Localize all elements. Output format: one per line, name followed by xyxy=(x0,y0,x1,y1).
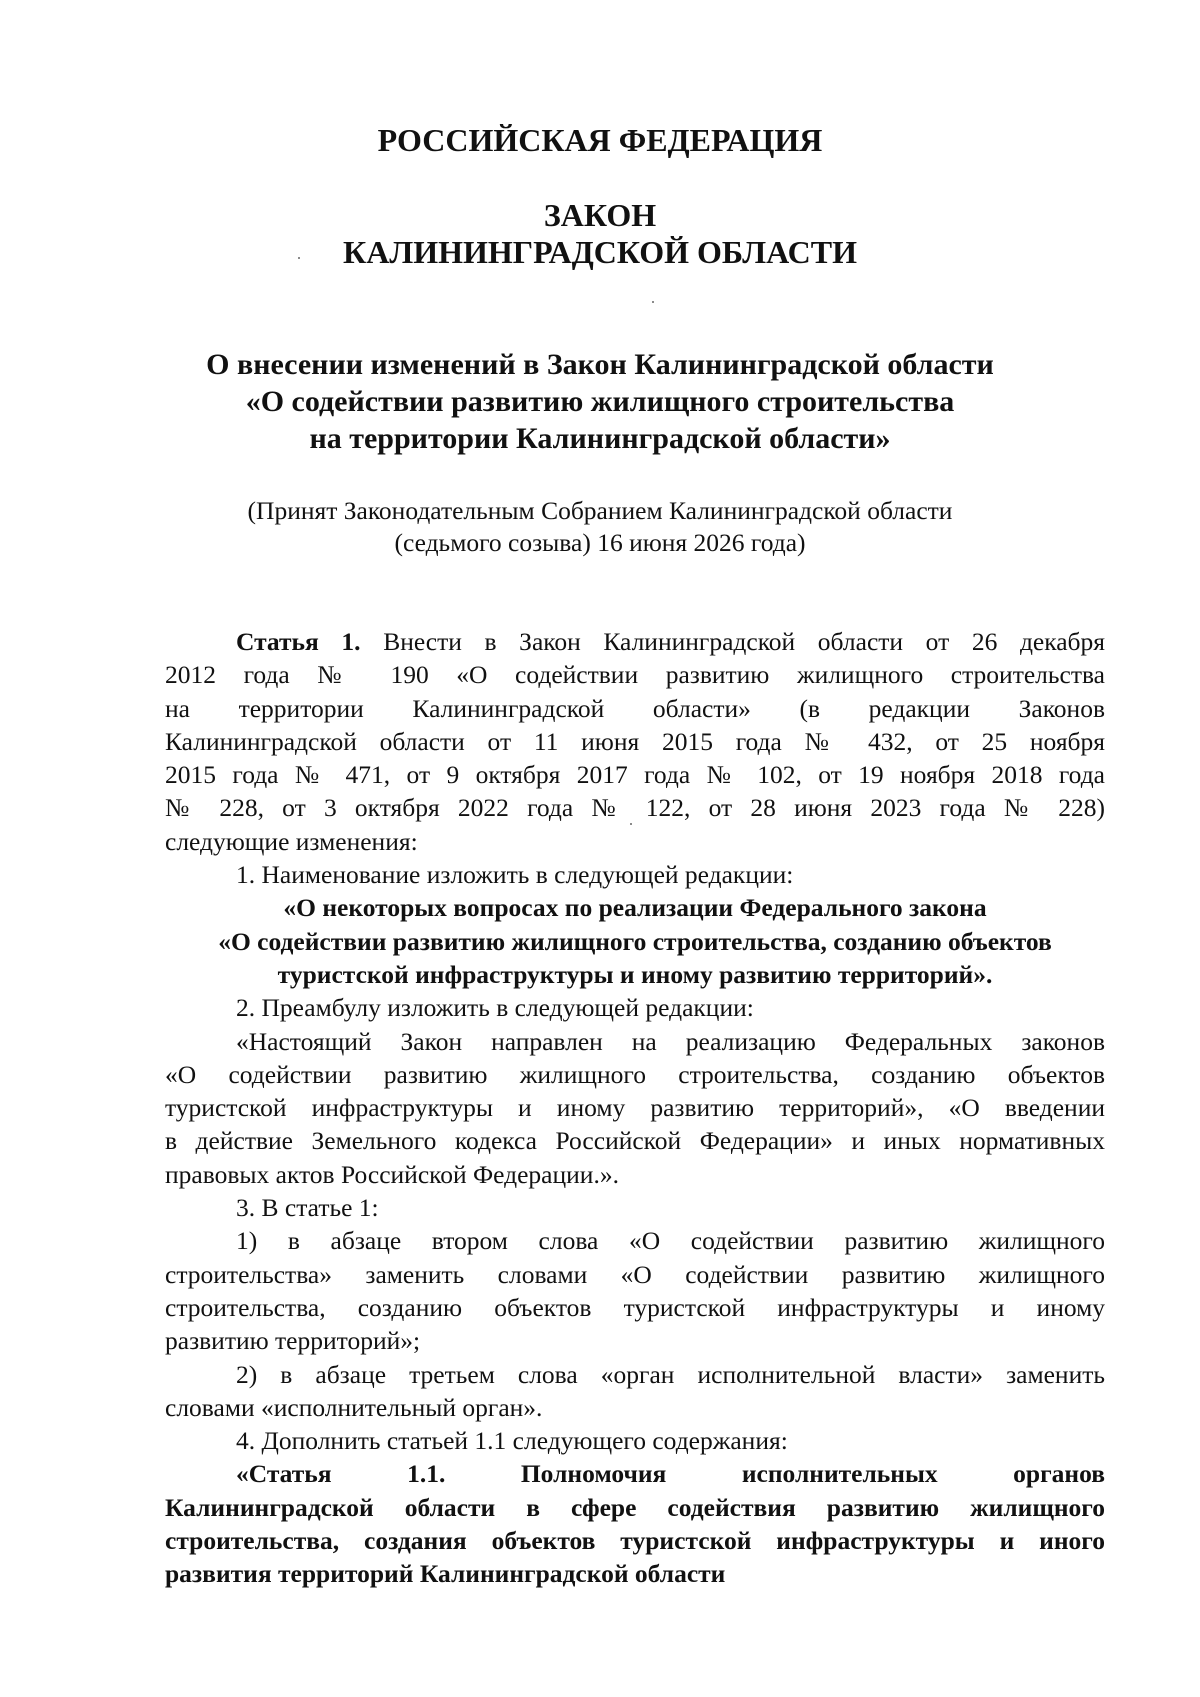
sub-line: развитию территорий»; xyxy=(165,1326,421,1356)
preamble-line: туристской инфраструктуры и иному развитию территорий», «О введении xyxy=(165,1093,1105,1123)
law-title-line-1: О внесении изменений в Закон Калининградской области xyxy=(206,348,994,381)
preamble-line: «Настоящий Закон направлен на реализацию Федеральных законов xyxy=(236,1026,1105,1056)
item-1-quote xyxy=(165,891,1105,991)
law-title-line-3: на территории Калининградской области» xyxy=(309,422,891,455)
item-3-text: 3. В статье 1: xyxy=(236,1193,379,1223)
preamble-line: в действие Земельного кодекса Российской Федерации» и иных нормативных xyxy=(165,1126,1105,1156)
quote-line: «О содействии развитию жилищного строительства, созданию объектов xyxy=(218,926,1052,956)
article-1-line: Калининградской области от 11 июня 2015 года № 432, от 25 ноября xyxy=(165,726,1105,756)
item-1-text: 1. Наименование изложить в следующей редакции: xyxy=(236,860,794,890)
document-body xyxy=(165,625,1105,1591)
article-1 xyxy=(165,625,1105,858)
item-4-text: 4. Дополнить статьей 1.1 следующего содержания: xyxy=(236,1426,788,1456)
quote-line: «О некоторых вопросах по реализации Федерального закона xyxy=(283,893,987,923)
doc-type-heading: ЗАКОН xyxy=(543,197,657,233)
preamble-line: правовых актов Российской Федерации.». xyxy=(165,1159,619,1189)
sub-line: строительства» заменить словами «О содействии развитию жилищного xyxy=(165,1259,1105,1289)
quote-line: туристской инфраструктуры и иному развитию территорий». xyxy=(277,959,993,989)
item-3-sub-1 xyxy=(165,1224,1105,1357)
article-1-line: № 228, от 3 октября 2022 года № 122, от 28 июня 2023 года № 228) xyxy=(165,793,1105,823)
article-1-line: 2015 года № 471, от 9 октября 2017 года № 102, от 19 ноября 2018 года xyxy=(165,760,1105,790)
article-1-line: следующие изменения: xyxy=(165,826,418,856)
country-heading: РОССИЙСКАЯ ФЕДЕРАЦИЯ xyxy=(377,122,823,158)
heading-line: развития территорий Калининградской области xyxy=(165,1559,726,1589)
heading-line: строительства, создания объектов туристской инфраструктуры и иного xyxy=(165,1526,1105,1556)
article-1-line: Внести в Закон Калининградской области от 26 декабря xyxy=(383,627,1106,656)
heading-line: «Статья 1.1. Полномочия исполнительных органов xyxy=(236,1459,1105,1489)
sub-line: строительства, созданию объектов туристской инфраструктуры и иному xyxy=(165,1292,1105,1322)
sub-line: 2) в абзаце третьем слова «орган исполнительной власти» заменить xyxy=(236,1359,1105,1389)
article-1-1-heading xyxy=(165,1457,1105,1590)
heading-line: Калининградской области в сфере содействия развитию жилищного xyxy=(165,1492,1105,1522)
adoption-note-line-1: (Принят Законодательным Собранием Калининградской области xyxy=(247,496,953,525)
region-heading: КАЛИНИНГРАДСКОЙ ОБЛАСТИ xyxy=(343,234,857,270)
sub-line: 1) в абзаце втором слова «О содействии развитию жилищного xyxy=(236,1226,1105,1256)
adoption-note-line-2: (седьмого созыва) 16 июня 2026 года) xyxy=(394,528,806,557)
item-3-sub-2 xyxy=(165,1358,1105,1425)
sub-line: словами «исполнительный орган». xyxy=(165,1392,543,1422)
article-1-label: Статья 1. xyxy=(236,627,361,656)
scan-speck xyxy=(652,301,654,303)
article-1-line: на территории Калининградской области» (в редакции Законов xyxy=(165,693,1105,723)
article-1-line: 2012 года № 190 «О содействии развитию жилищного строительства xyxy=(165,660,1105,690)
item-2-preamble xyxy=(165,1025,1105,1191)
item-2-text: 2. Преамбулу изложить в следующей редакции: xyxy=(236,993,754,1023)
law-title-line-2: «О содействии развитию жилищного строительства xyxy=(245,385,955,418)
preamble-line: «О содействии развитию жилищного строительства, созданию объектов xyxy=(165,1059,1105,1089)
